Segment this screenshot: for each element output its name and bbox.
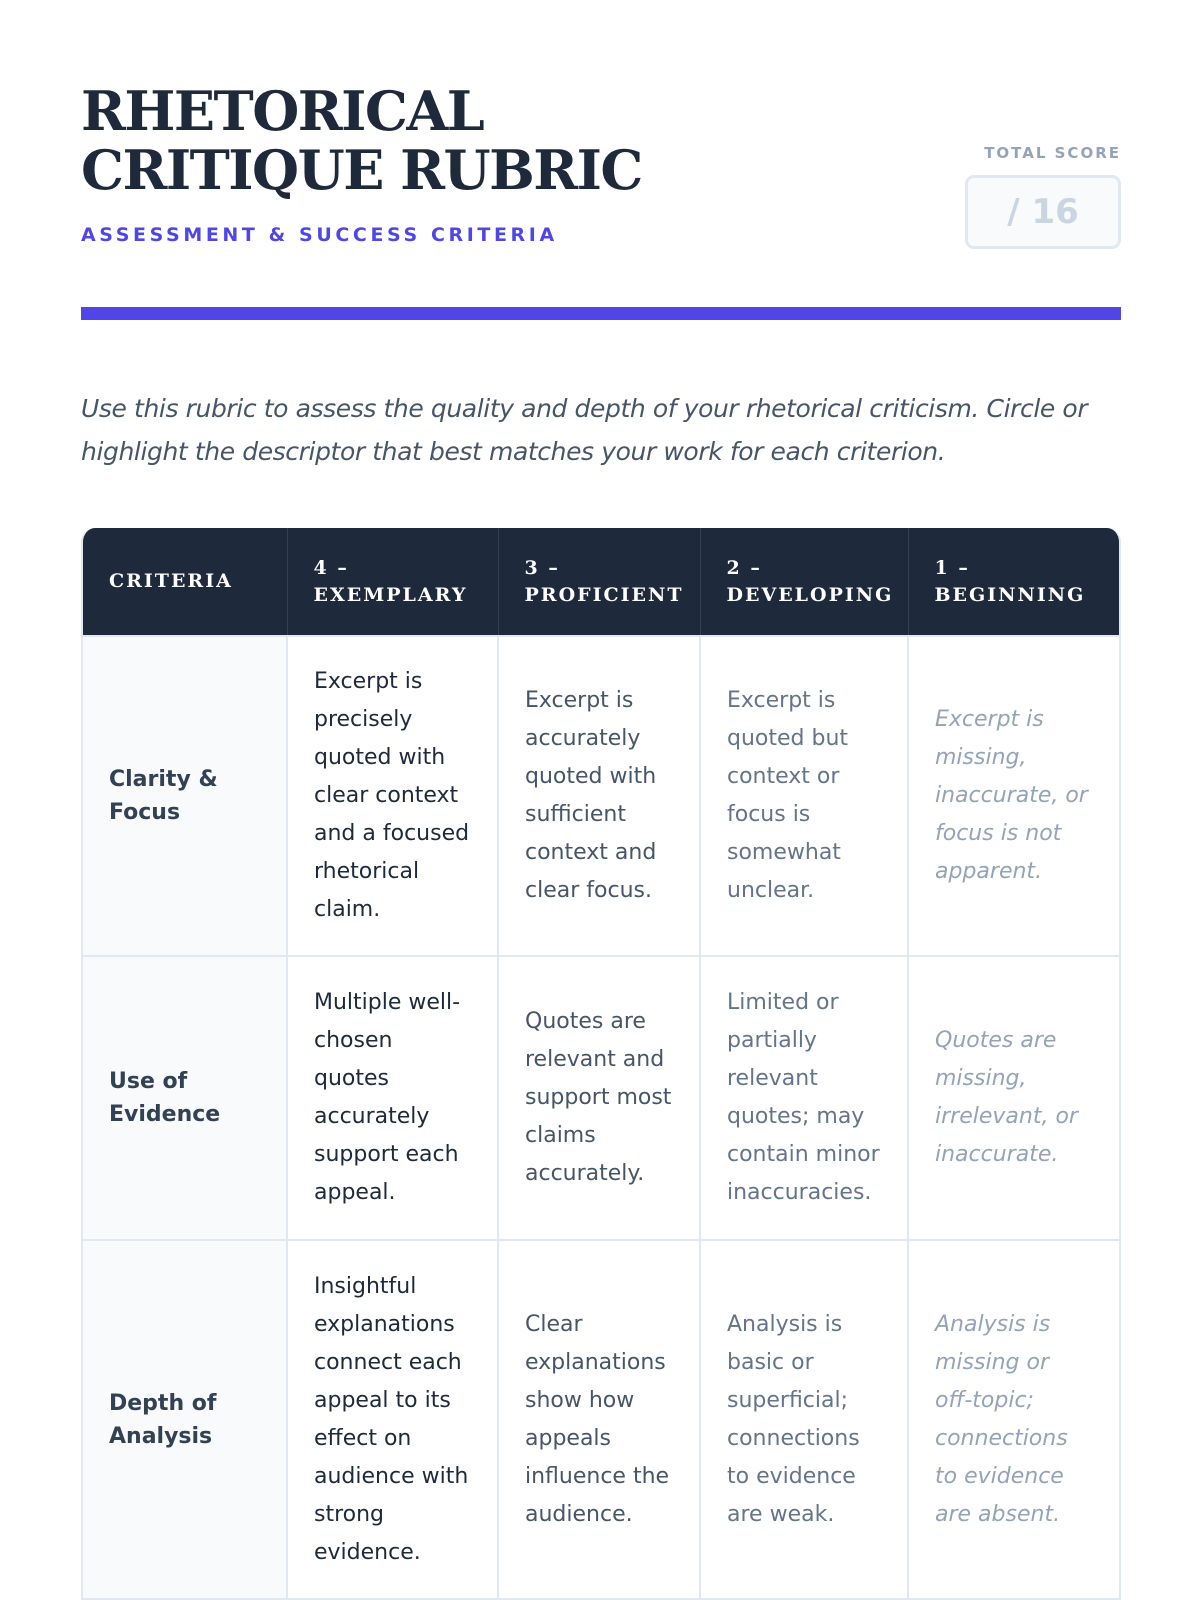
page-header	[81, 0, 1121, 300]
rubric-page	[81, 0, 1121, 1565]
criterion-label: Depth of Analysis	[83, 1240, 287, 1599]
column-header-criteria: CRITERIA	[83, 528, 287, 636]
rubric-table	[83, 528, 1119, 1600]
descriptor-proficient[interactable]: Clear explanations show how appeals influence the audience.	[498, 1240, 700, 1599]
descriptor-exemplary[interactable]: Multiple well-chosen quotes accurately support each appeal.	[287, 956, 498, 1240]
column-header-proficient: 3 – PROFICIENT	[498, 528, 700, 636]
rubric-header-row	[83, 528, 1119, 636]
descriptor-beginning[interactable]: Analysis is missing or off-topic; connections to evidence are absent.	[908, 1240, 1119, 1599]
descriptor-developing[interactable]: Excerpt is quoted but context or focus is somewhat unclear.	[700, 636, 908, 956]
instructions-text: Use this rubric to assess the quality and depth of your rhetorical criticism. Circle or highlight the descriptor that best matches your work for each criterion.	[81, 394, 1088, 466]
rubric-table-container	[81, 528, 1121, 1600]
descriptor-exemplary[interactable]: Excerpt is precisely quoted with clear context and a focused rhetorical claim.	[287, 636, 498, 956]
total-score-label: TOTAL SCORE	[984, 144, 1121, 162]
criterion-label: Use of Evidence	[83, 956, 287, 1240]
descriptor-exemplary[interactable]: Insightful explanations connect each appeal to its effect on audience with strong evidence.	[287, 1240, 498, 1599]
column-header-developing: 2 – DEVELOPING	[700, 528, 908, 636]
descriptor-proficient[interactable]: Excerpt is accurately quoted with sufficient context and clear focus.	[498, 636, 700, 956]
descriptor-beginning[interactable]: Quotes are missing, irrelevant, or inaccurate.	[908, 956, 1119, 1240]
descriptor-proficient[interactable]: Quotes are relevant and support most claims accurately.	[498, 956, 700, 1240]
total-score-field[interactable]: / 16	[965, 175, 1121, 249]
descriptor-developing[interactable]: Analysis is basic or superficial; connections to evidence are weak.	[700, 1240, 908, 1599]
table-row	[83, 1240, 1119, 1599]
descriptor-developing[interactable]: Limited or partially relevant quotes; may contain minor inaccuracies.	[700, 956, 908, 1240]
header-divider	[81, 307, 1121, 320]
criterion-label: Clarity & Focus	[83, 636, 287, 956]
table-row	[83, 636, 1119, 956]
table-row	[83, 956, 1119, 1240]
page-title: RHETORICAL CRITIQUE RUBRIC	[81, 79, 642, 202]
column-header-exemplary: 4 – EXEMPLARY	[287, 528, 498, 636]
descriptor-beginning[interactable]: Excerpt is missing, inaccurate, or focus is not apparent.	[908, 636, 1119, 956]
column-header-beginning: 1 – BEGINNING	[908, 528, 1119, 636]
page-subtitle: ASSESSMENT & SUCCESS CRITERIA	[81, 224, 558, 246]
